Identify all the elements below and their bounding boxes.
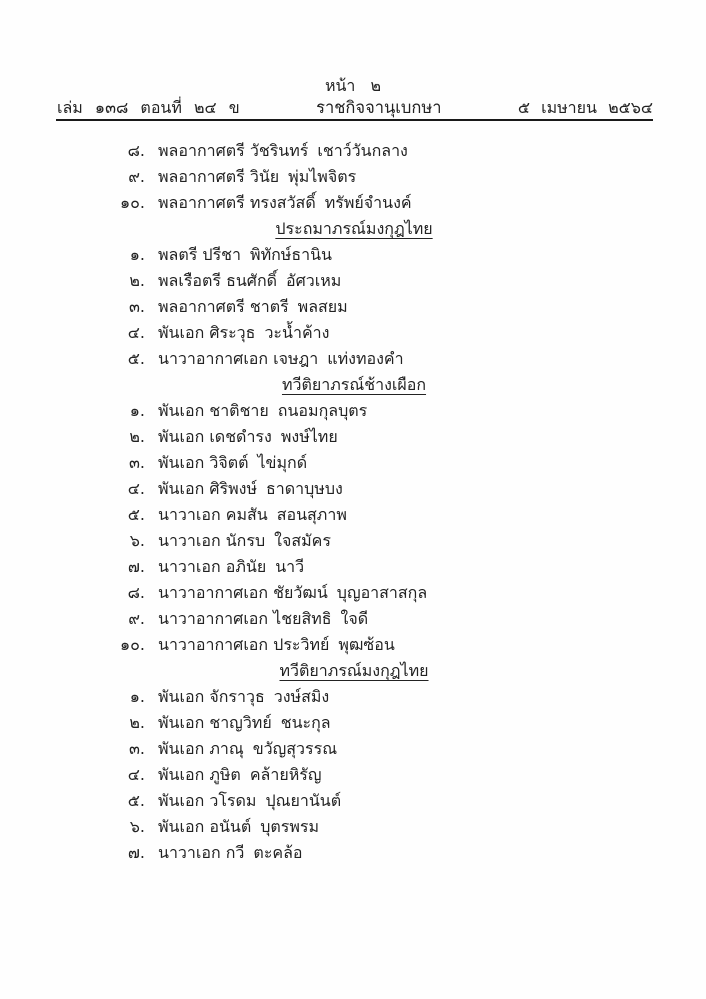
item-rank-and-name: นาวาเอก อภินัย [158,556,267,576]
item-surname: บุตรพรม [260,816,320,836]
section-heading-text: ทวีติยาภรณ์ช้างเผือก [281,375,427,394]
item-number: ๔. [127,764,145,784]
list-item [57,684,651,710]
item-surname: เชาว์วันกลาง [317,140,408,160]
item-rank-and-name: พลตรี ปรีชา [158,244,242,264]
item-surname: พงษ์ไทย [280,426,338,446]
item-surname: ตะคล้อ [253,842,303,862]
item-number: ๗. [127,556,145,576]
item-rank-and-name: นาวาอากาศเอก เจษฎา [158,348,319,368]
list-item [57,736,651,762]
item-surname: ใจดี [340,608,369,628]
item-surname: พิทักษ์ธานิน [250,244,332,264]
item-surname: พุฒซ้อน [338,634,395,654]
section-heading [57,372,651,398]
item-surname: อัศวเหม [286,270,342,290]
masthead [57,95,653,121]
list-item [57,346,651,372]
item-surname: นาวี [275,556,305,576]
item-number: ๓. [128,296,145,316]
item-rank-and-name: พันเอก ชาญวิทย์ [158,712,272,732]
item-rank-and-name: นาวาอากาศเอก ไชยสิทธิ [158,608,332,628]
item-surname: ไข่มุกด์ [257,452,308,472]
list-item [57,632,651,658]
list-item [57,242,651,268]
item-surname: ขวัญสุวรรณ [252,738,338,758]
list-item [57,424,651,450]
item-rank-and-name: พันเอก เดชดำรง [158,426,272,446]
item-surname: ถนอมกุลบุตร [277,400,368,420]
item-surname: ปุณยานันต์ [265,790,342,810]
item-rank-and-name: พันเอก อนันต์ [158,816,252,836]
section-heading [57,216,651,242]
list-item [57,840,651,866]
masthead-rule [56,119,653,121]
publication-date: ๕ เมษายน ๒๕๖๔ [517,98,653,117]
list-item [57,190,651,216]
list-item [57,268,651,294]
item-number: ๕. [127,348,145,368]
list-item [57,398,651,424]
list-item [57,138,651,164]
item-surname: แท่งทองคำ [327,348,404,368]
list-item [57,554,651,580]
list-item [57,788,651,814]
item-number: ๑. [129,400,145,420]
item-number: ๙. [128,166,145,186]
item-number: ๒. [129,426,145,446]
section-heading-text: ประถมาภรณ์มงกุฎไทย [275,219,433,238]
item-surname: บุญอาสาสกุล [336,582,428,602]
item-number: ๒. [129,270,145,290]
gazette-title: ราชกิจจานุเบกษา [316,98,442,117]
item-surname: ใจสมัคร [274,530,331,550]
item-number: ๖. [129,530,145,550]
item-number: ๓. [128,738,145,758]
item-rank-and-name: พันเอก วิจิตต์ [158,452,249,472]
item-number: ๑๐. [119,192,145,212]
item-rank-and-name: พันเอก ชาติชาย [158,400,269,420]
item-surname: ชนะกุล [280,712,331,732]
item-number: ๙. [128,608,145,628]
item-number: ๑. [129,686,145,706]
item-number: ๘. [127,140,145,160]
list-item [57,502,651,528]
item-rank-and-name: นาวาอากาศเอก ชัยวัฒน์ [158,582,328,602]
item-number: ๔. [127,478,145,498]
item-surname: วะน้ำค้าง [264,322,330,342]
list-item [57,762,651,788]
item-surname: วงษ์สมิง [273,686,330,706]
volume-issue-label: เล่ม ๑๓๘ ตอนที่ ๒๔ ข [57,98,240,117]
item-rank-and-name: พันเอก จักราวุธ [158,686,265,706]
item-number: ๕. [127,504,145,524]
item-rank-and-name: พลอากาศตรี ทรงสวัสดิ์ [158,192,316,212]
item-rank-and-name: นาวาเอก นักรบ [158,530,266,550]
item-rank-and-name: พันเอก ศิระวุธ [158,322,256,342]
list-item [57,320,651,346]
item-number: ๑๐. [119,634,145,654]
list-item [57,528,651,554]
list-item [57,710,651,736]
page-number-label: หน้า ๒ [324,76,382,95]
item-surname: พลสยม [297,296,348,316]
item-rank-and-name: พลอากาศตรี วัชรินทร์ [158,140,309,160]
list-item [57,606,651,632]
list-item [57,814,651,840]
item-number: ๖. [129,816,145,836]
item-number: ๘. [127,582,145,602]
item-surname: ธาดาบุษบง [266,478,343,498]
item-number: ๒. [129,712,145,732]
item-rank-and-name: พันเอก ศิริพงษ์ [158,478,257,498]
item-rank-and-name: นาวาเอก กวี [158,842,245,862]
recipient-list [57,138,651,866]
item-number: ๗. [127,842,145,862]
item-number: ๑. [129,244,145,264]
list-item [57,450,651,476]
list-item [57,164,651,190]
list-item [57,476,651,502]
item-rank-and-name: พลอากาศตรี ชาตรี [158,296,289,316]
item-surname: สอนสุภาพ [276,504,347,524]
section-heading-text: ทวีติยาภรณ์มงกุฎไทย [279,661,429,680]
item-number: ๔. [127,322,145,342]
item-number: ๓. [128,452,145,472]
list-item [57,294,651,320]
item-surname: ทรัพย์จำนงค์ [324,192,412,212]
item-rank-and-name: พลเรือตรี ธนศักดิ์ [158,270,278,290]
item-surname: คล้ายหิรัญ [249,764,322,784]
list-item [57,580,651,606]
item-rank-and-name: นาวาเอก คมสัน [158,504,268,524]
item-rank-and-name: พันเอก ภาณุ [158,738,244,758]
item-rank-and-name: พลอากาศตรี วินัย [158,166,280,186]
item-surname: พุ่มไพจิตร [288,166,357,186]
item-rank-and-name: พันเอก วโรดม [158,790,257,810]
section-heading [57,658,651,684]
item-rank-and-name: นาวาอากาศเอก ประวิทย์ [158,634,330,654]
item-number: ๕. [127,790,145,810]
item-rank-and-name: พันเอก ภูษิต [158,764,241,784]
